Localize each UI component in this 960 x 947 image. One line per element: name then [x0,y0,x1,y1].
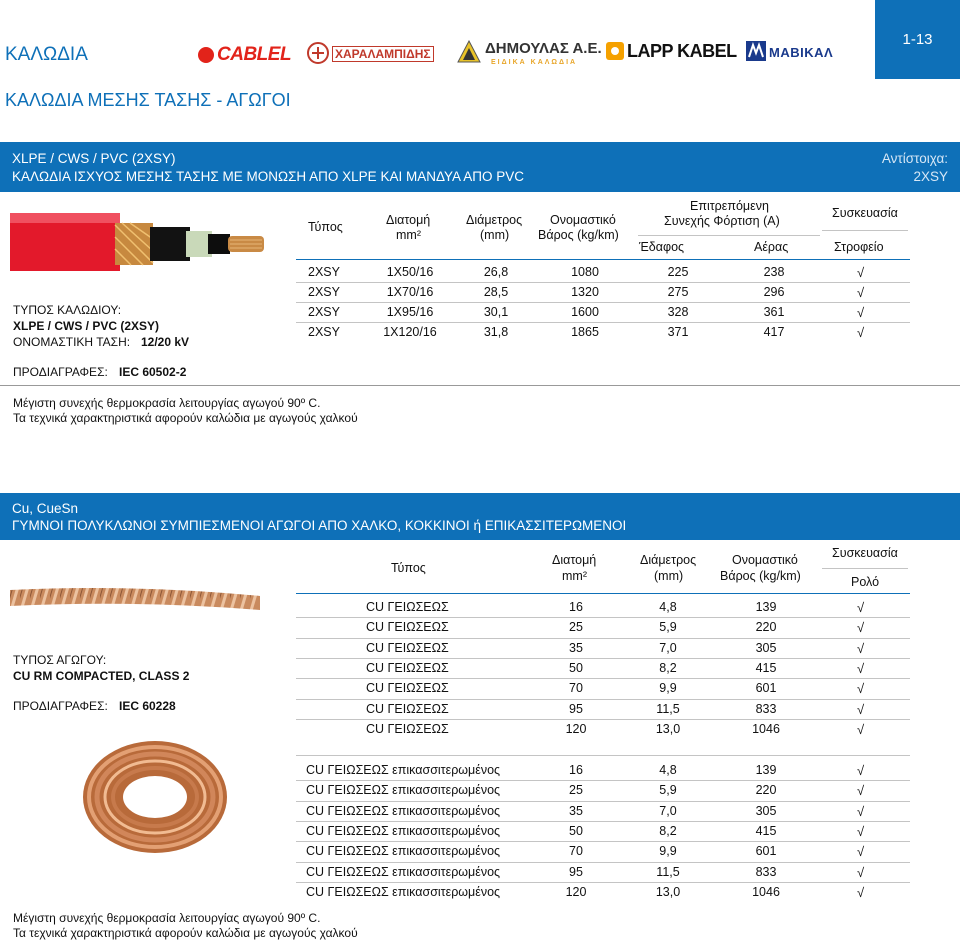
section1-spec-value: IEC 60502-2 [119,365,187,379]
row-divider [296,658,910,659]
col-section: Διατομή [386,213,431,227]
check-mark-icon: √ [857,265,865,280]
cell-type: 2XSY [308,325,340,339]
cell-diameter: 9,9 [659,844,677,858]
row-divider [296,841,910,842]
cell-section: 120 [565,885,587,899]
cell-diameter: 5,9 [659,620,677,634]
check-mark-icon: √ [857,681,865,696]
section1-spec-label: ΠΡΟΔΙΑΓΡΑΦΕΣ: [13,365,108,379]
row-divider [296,282,910,283]
check-mark-icon: √ [857,783,865,798]
section1-note-2: Τα τεχνικά χαρακτηριστικά αφορούν καλώδια με αγωγούς χαλκού [13,411,358,425]
cell-section: 16 [569,600,583,614]
cell-section: 120 [565,722,587,736]
cell-type: CU ΓΕΙΩΣΕΩΣ επικασσιτερωμένος [306,804,501,818]
check-mark-icon: √ [857,285,865,300]
section2-header-bar [0,493,960,540]
check-mark-icon: √ [857,885,865,900]
cell-section: 1X50/16 [386,265,434,279]
row-divider [296,821,910,822]
section2-note-2: Τα τεχνικά χαρακτηριστικά αφορούν καλώδια με αγωγούς χαλκού [13,926,358,940]
cell-ground: 225 [667,265,689,279]
cell-weight: 139 [755,763,777,777]
cell-weight: 1865 [571,325,599,339]
row-divider [296,302,910,303]
cell-weight: 833 [755,702,777,716]
page-title: ΚΑΛΩΔΙΑ [5,44,88,65]
load-divider [638,235,820,236]
cell-weight: 1046 [752,885,780,899]
page-number: 1-13 [875,0,960,79]
row-divider [296,678,910,679]
mv-cable-image [10,207,266,287]
check-mark-icon: √ [857,620,865,635]
cell-ground: 275 [667,285,689,299]
cell-section: 70 [569,844,583,858]
cell-weight: 601 [755,844,777,858]
cell-diameter: 8,2 [659,824,677,838]
check-mark-icon: √ [857,722,865,737]
cell-type: CU ΓΕΙΩΣΕΩΣ επικασσιτερωμένος [306,783,501,797]
check-mark-icon: √ [857,804,865,819]
cell-type: CU ΓΕΙΩΣΕΩΣ [366,641,449,655]
col-packaging: Συσκευασία [832,206,898,220]
cell-section: 1X120/16 [383,325,437,339]
cell-type: 2XSY [308,285,340,299]
cell-type: CU ΓΕΙΩΣΕΩΣ επικασσιτερωμένος [306,885,501,899]
cell-weight: 220 [755,783,777,797]
cell-type: 2XSY [308,265,340,279]
row-divider [296,882,910,883]
cell-weight: 305 [755,804,777,818]
dimoulas-shield-icon [457,40,481,64]
cell-diameter: 11,5 [656,702,680,716]
s2-col-type: Τύπος [391,561,426,575]
cell-diameter: 9,9 [659,681,677,695]
cell-diameter: 30,1 [483,305,509,319]
row-divider [296,719,910,720]
section1-equiv-value: 2XSY [913,169,948,184]
check-mark-icon: √ [857,865,865,880]
s2-col-weight-2: Βάρος (kg/km) [720,569,801,583]
cell-type: 2XSY [308,305,340,319]
cell-diameter: 13,0 [655,885,681,899]
col-type: Τύπος [308,220,343,234]
s2-col-diameter: Διάμετρος [640,553,697,567]
bare-conductor-image [10,580,260,614]
col-drum: Στροφείο [834,240,884,254]
packaging-divider [822,230,908,231]
cell-weight: 1080 [571,265,599,279]
cell-section: 70 [569,681,583,695]
cell-diameter: 11,5 [656,865,680,879]
cable-type-label: ΤΥΠΟΣ ΚΑΛΩΔΙΟΥ: [13,303,122,317]
cell-diameter: 31,8 [483,325,509,339]
cell-air: 238 [763,265,785,279]
check-mark-icon: √ [857,824,865,839]
row-divider [296,638,910,639]
cell-section: 35 [569,641,583,655]
row-divider [296,699,910,700]
conductor-type-label: ΤΥΠΟΣ ΑΓΩΓΟΥ: [13,653,107,667]
cell-ground: 328 [667,305,689,319]
cell-type: CU ΓΕΙΩΣΕΩΣ [366,620,449,634]
check-mark-icon: √ [857,763,865,778]
group-divider [296,755,910,756]
cell-type: CU ΓΕΙΩΣΕΩΣ επικασσιτερωμένος [306,844,501,858]
section1-header-rule [296,259,910,260]
cell-section: 95 [569,702,583,716]
cell-diameter: 28,5 [483,285,509,299]
check-mark-icon: √ [857,641,865,656]
cell-weight: 833 [755,865,777,879]
cell-weight: 601 [755,681,777,695]
voltage-label: ΟΝΟΜΑΣΤΙΚΗ ΤΑΣΗ: [13,335,131,349]
cell-diameter: 7,0 [659,641,677,655]
section1-title-line1: XLPE / CWS / PVC (2XSY) [12,151,176,166]
cell-weight: 1320 [571,285,599,299]
col-weight-1: Ονομαστικό [550,213,616,227]
check-mark-icon: √ [857,661,865,676]
col-weight-2: Βάρος (kg/km) [538,228,619,242]
voltage-value: 12/20 kV [141,335,190,349]
cell-type: CU ΓΕΙΩΣΕΩΣ επικασσιτερωμένος [306,763,501,777]
s2-col-weight-1: Ονομαστικό [732,553,798,567]
row-divider [296,780,910,781]
cell-type: CU ΓΕΙΩΣΕΩΣ [366,681,449,695]
s2-col-section: Διατομή [552,553,597,567]
section2-note-1: Μέγιστη συνεχής θερμοκρασία λειτουργίας αγωγού 90º C. [13,911,321,925]
col-load-2: Συνεχής Φόρτιση (A) [664,214,780,228]
col-diameter-unit: (mm) [480,228,510,242]
section1-equiv-label: Αντίστοιχα: [881,151,948,166]
cell-section: 1X70/16 [386,285,434,299]
page-subtitle: ΚΑΛΩΔΙΑ ΜΕΣΗΣ ΤΑΣΗΣ - ΑΓΩΓΟΙ [5,90,291,110]
section2-title-line1: Cu, CueSn [12,501,79,516]
cell-diameter: 13,0 [655,722,681,736]
cell-section: 95 [569,865,583,879]
cell-diameter: 4,8 [659,600,677,614]
cell-weight: 415 [755,661,777,675]
cell-weight: 1600 [571,305,599,319]
cell-weight: 305 [755,641,777,655]
cell-type: CU ΓΕΙΩΣΕΩΣ επικασσιτερωμένος [306,865,501,879]
row-divider [296,322,910,323]
cell-section: 1X95/16 [386,305,434,319]
cell-type: CU ΓΕΙΩΣΕΩΣ [366,722,449,736]
charalampidis-emblem-icon [307,42,329,64]
cablel-dot-icon [197,46,215,64]
cell-weight: 139 [755,600,777,614]
cell-diameter: 8,2 [659,661,677,675]
cell-diameter: 5,9 [659,783,677,797]
cell-section: 50 [569,824,583,838]
cell-weight: 220 [755,620,777,634]
cell-section: 25 [569,783,583,797]
section1-title-line2: ΚΑΛΩΔΙΑ ΙΣΧΥΟΣ ΜΕΣΗΣ ΤΑΣΗΣ ΜΕ ΜΟΝΩΣΗ ΑΠΟ XLPE ΚΑΙ ΜΑΝΔΥΑ ΑΠΟ PVC [12,169,524,184]
col-section-unit: mm² [396,228,421,242]
check-mark-icon: √ [857,702,865,717]
cell-section: 16 [569,763,583,777]
s2-packaging-divider [822,568,908,569]
cell-diameter: 4,8 [659,763,677,777]
cell-type: CU ΓΕΙΩΣΕΩΣ επικασσιτερωμένος [306,824,501,838]
cell-weight: 415 [755,824,777,838]
cell-weight: 1046 [752,722,780,736]
lapp-emblem-icon [605,41,625,61]
col-air: Αέρας [754,240,789,254]
cell-air: 361 [763,305,785,319]
cell-air: 296 [763,285,785,299]
cell-diameter: 7,0 [659,804,677,818]
row-divider [296,617,910,618]
cell-section: 50 [569,661,583,675]
copper-coil-image [80,735,230,857]
col-diameter: Διάμετρος [466,213,523,227]
row-divider [296,801,910,802]
cell-type: CU ΓΕΙΩΣΕΩΣ [366,600,449,614]
cell-type: CU ΓΕΙΩΣΕΩΣ [366,702,449,716]
section2-spec-label: ΠΡΟΔΙΑΓΡΑΦΕΣ: [13,699,108,713]
section2-title-line2: ΓΥΜΝΟΙ ΠΟΛΥΚΛΩΝΟΙ ΣΥΜΠΙΕΣΜΕΝΟΙ ΑΓΩΓΟΙ ΑΠΟ ΧΑΛΚΟ, ΚΟΚΚΙΝΟΙ ή ΕΠΙΚΑΣΣΙΤΕΡΩΜΕΝΟΙ [12,518,627,533]
check-mark-icon: √ [857,305,865,320]
row-divider [296,862,910,863]
conductor-type-value: CU RM COMPACTED, CLASS 2 [13,669,190,683]
check-mark-icon: √ [857,844,865,859]
s2-col-diameter-unit: (mm) [654,569,684,583]
col-ground: Έδαφος [639,240,685,254]
mabikal-emblem-icon [745,40,767,62]
s2-col-section-unit: mm² [562,569,587,583]
section1-header-bar [0,142,960,192]
cell-air: 417 [763,325,785,339]
s2-col-packaging: Συσκευασία [832,546,898,560]
cell-type: CU ΓΕΙΩΣΕΩΣ [366,661,449,675]
cell-section: 35 [569,804,583,818]
cell-diameter: 26,8 [483,265,509,279]
section1-note-1: Μέγιστη συνεχής θερμοκρασία λειτουργίας αγωγού 90º C. [13,396,321,410]
check-mark-icon: √ [857,600,865,615]
cable-type-value: XLPE / CWS / PVC (2XSY) [13,319,160,333]
s2-col-roll: Ρολό [851,575,880,589]
section2-spec-value: IEC 60228 [119,699,176,713]
cell-section: 25 [569,620,583,634]
col-load-1: Επιτρεπόμενη [690,199,769,213]
check-mark-icon: √ [857,325,865,340]
section1-note-rule [0,385,960,386]
cell-ground: 371 [667,325,689,339]
section2-header-rule [296,593,910,594]
